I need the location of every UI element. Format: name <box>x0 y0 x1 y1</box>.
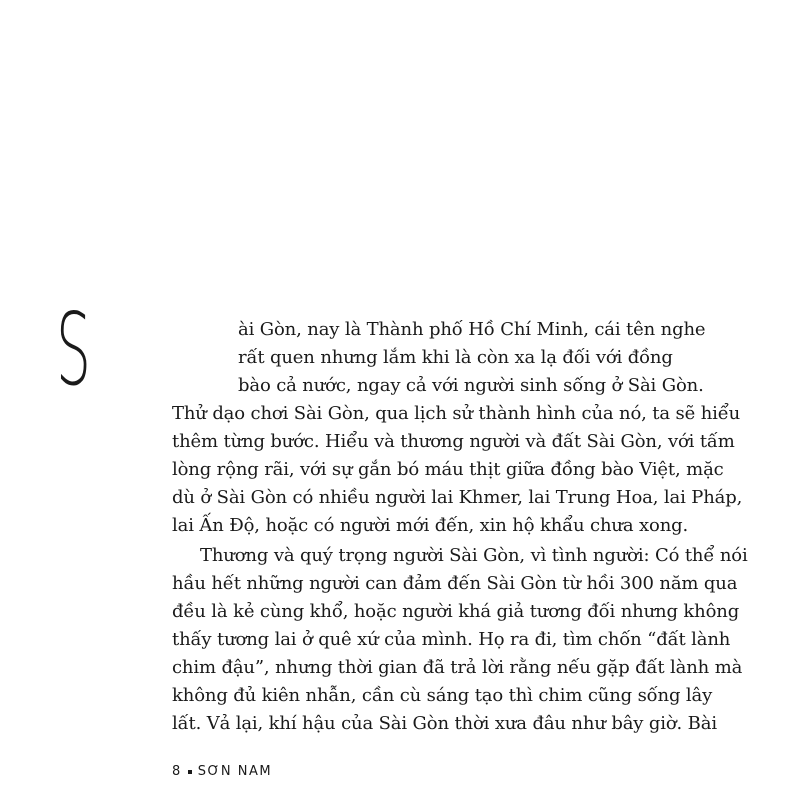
text-line: không đủ kiên nhẫn, cần cù sáng tạo thì chim cũng sống lây <box>172 685 713 706</box>
text-line: rất quen nhưng lắm khi là còn xa lạ đối với đồng <box>238 347 673 368</box>
text-line: thấy tương lai ở quê xứ của mình. Họ ra đi, tìm chốn “đất lành <box>172 629 731 650</box>
text-line: thêm từng bước. Hiểu và thương người và đất Sài Gòn, với tấm <box>172 431 735 452</box>
text-line: đều là kẻ cùng khổ, hoặc người khá giả tương đối nhưng không <box>172 601 740 622</box>
text-line: ài Gòn, nay là Thành phố Hồ Chí Minh, cái tên nghe <box>238 319 706 340</box>
text-line: lất. Vả lại, khí hậu của Sài Gòn thời xưa đâu như bây giờ. Bài <box>172 713 717 734</box>
page-number: 8 <box>172 764 182 779</box>
drop-cap: S <box>56 291 91 408</box>
text-line: hầu hết những người can đảm đến Sài Gòn từ hồi 300 năm qua <box>172 573 738 594</box>
text-line: lai Ấn Độ, hoặc có người mới đến, xin hộ khẩu chưa xong. <box>172 515 689 536</box>
text-line: Thương và quý trọng người Sài Gòn, vì tình người: Có thể nói <box>200 545 748 566</box>
text-line: Thử dạo chơi Sài Gòn, qua lịch sử thành hình của nó, ta sẽ hiểu <box>172 403 741 424</box>
separator-square-icon <box>188 770 192 774</box>
text-line: dù ở Sài Gòn có nhiều người lai Khmer, lai Trung Hoa, lai Pháp, <box>172 487 743 508</box>
text-line: chim đậu”, nhưng thời gian đã trả lời rằng nếu gặp đất lành mà <box>172 657 743 678</box>
text-line: bào cả nước, ngay cả với người sinh sống ở Sài Gòn. <box>238 375 704 396</box>
author-name: SƠN NAM <box>197 764 273 779</box>
page-footer <box>172 764 272 779</box>
text-line: lòng rộng rãi, với sự gắn bó máu thịt giữa đồng bào Việt, mặc <box>172 459 724 480</box>
